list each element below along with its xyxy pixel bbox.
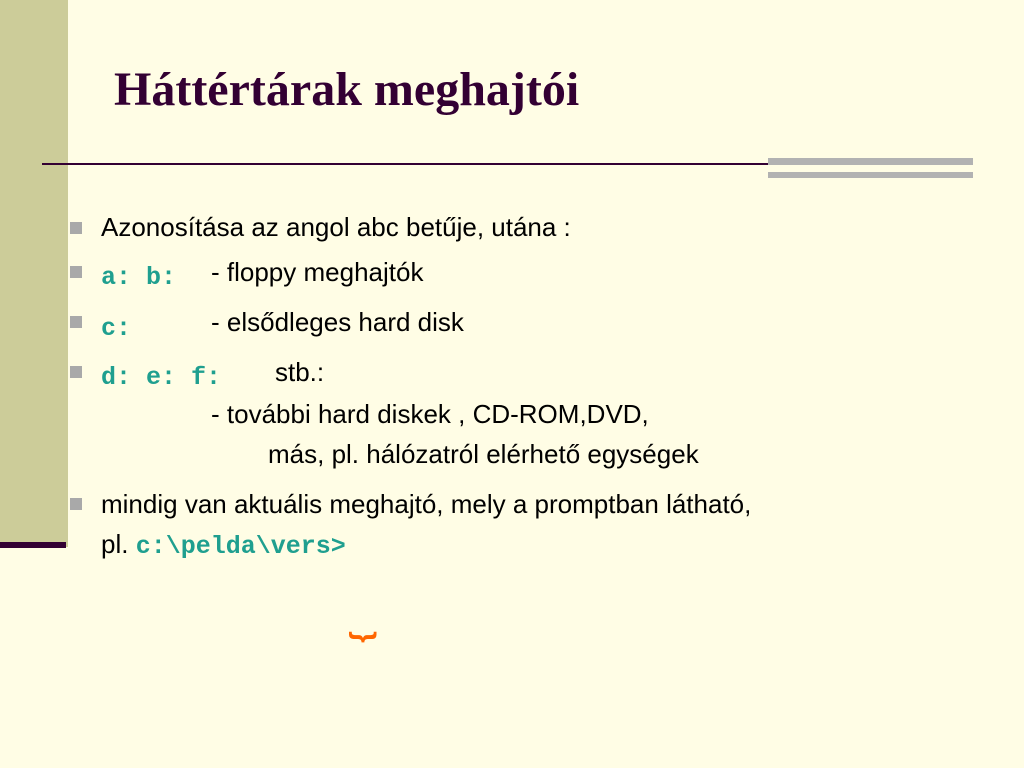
drive-code: a: b:: [101, 263, 177, 292]
prompt-path-code: c:\pelda\vers>: [135, 532, 346, 561]
list-item-desc: [211, 309, 464, 335]
list-item-desc: [211, 401, 649, 427]
bullet-text: - floppy meghajtók: [211, 257, 424, 287]
list-item: [101, 214, 571, 240]
title-rule-gray-bottom: [768, 172, 973, 178]
list-item: [101, 491, 751, 517]
list-item: [101, 531, 346, 559]
bullet-text: mindig van aktuális meghajtó, mely a promptban látható,: [101, 489, 752, 519]
list-item: [101, 262, 176, 290]
bullet-text-prefix: pl.: [101, 529, 129, 559]
list-item: [101, 362, 221, 390]
bullet-text: - elsődleges hard disk: [211, 307, 464, 337]
title-underline: [42, 163, 778, 165]
bullet-marker: [70, 366, 82, 378]
slide-title: Háttértárak meghajtói: [114, 63, 580, 116]
bullet-text: stb.:: [275, 357, 325, 387]
list-item-desc: [211, 259, 423, 285]
bullet-marker: [70, 266, 82, 278]
bullet-marker: [70, 222, 82, 234]
list-item-desc: [275, 359, 324, 385]
bullet-marker: [70, 498, 82, 510]
drive-code: c:: [101, 314, 132, 343]
left-decorative-band: [0, 0, 68, 547]
left-accent-bar: [0, 542, 66, 548]
list-item-desc: [268, 441, 699, 467]
bullet-text-line3: más, pl. hálózatról elérhető egységek: [268, 439, 699, 469]
title-rule-gray-top: [768, 158, 973, 165]
bullet-text: Azonosítása az angol abc betűje, utána :: [101, 212, 571, 242]
drive-code: d: e: f:: [101, 363, 222, 392]
annotation-brace: }: [348, 631, 381, 643]
bullet-marker: [70, 316, 82, 328]
list-item: [101, 313, 131, 341]
bullet-text-line2: - további hard diskek , CD-ROM,DVD,: [211, 399, 649, 429]
